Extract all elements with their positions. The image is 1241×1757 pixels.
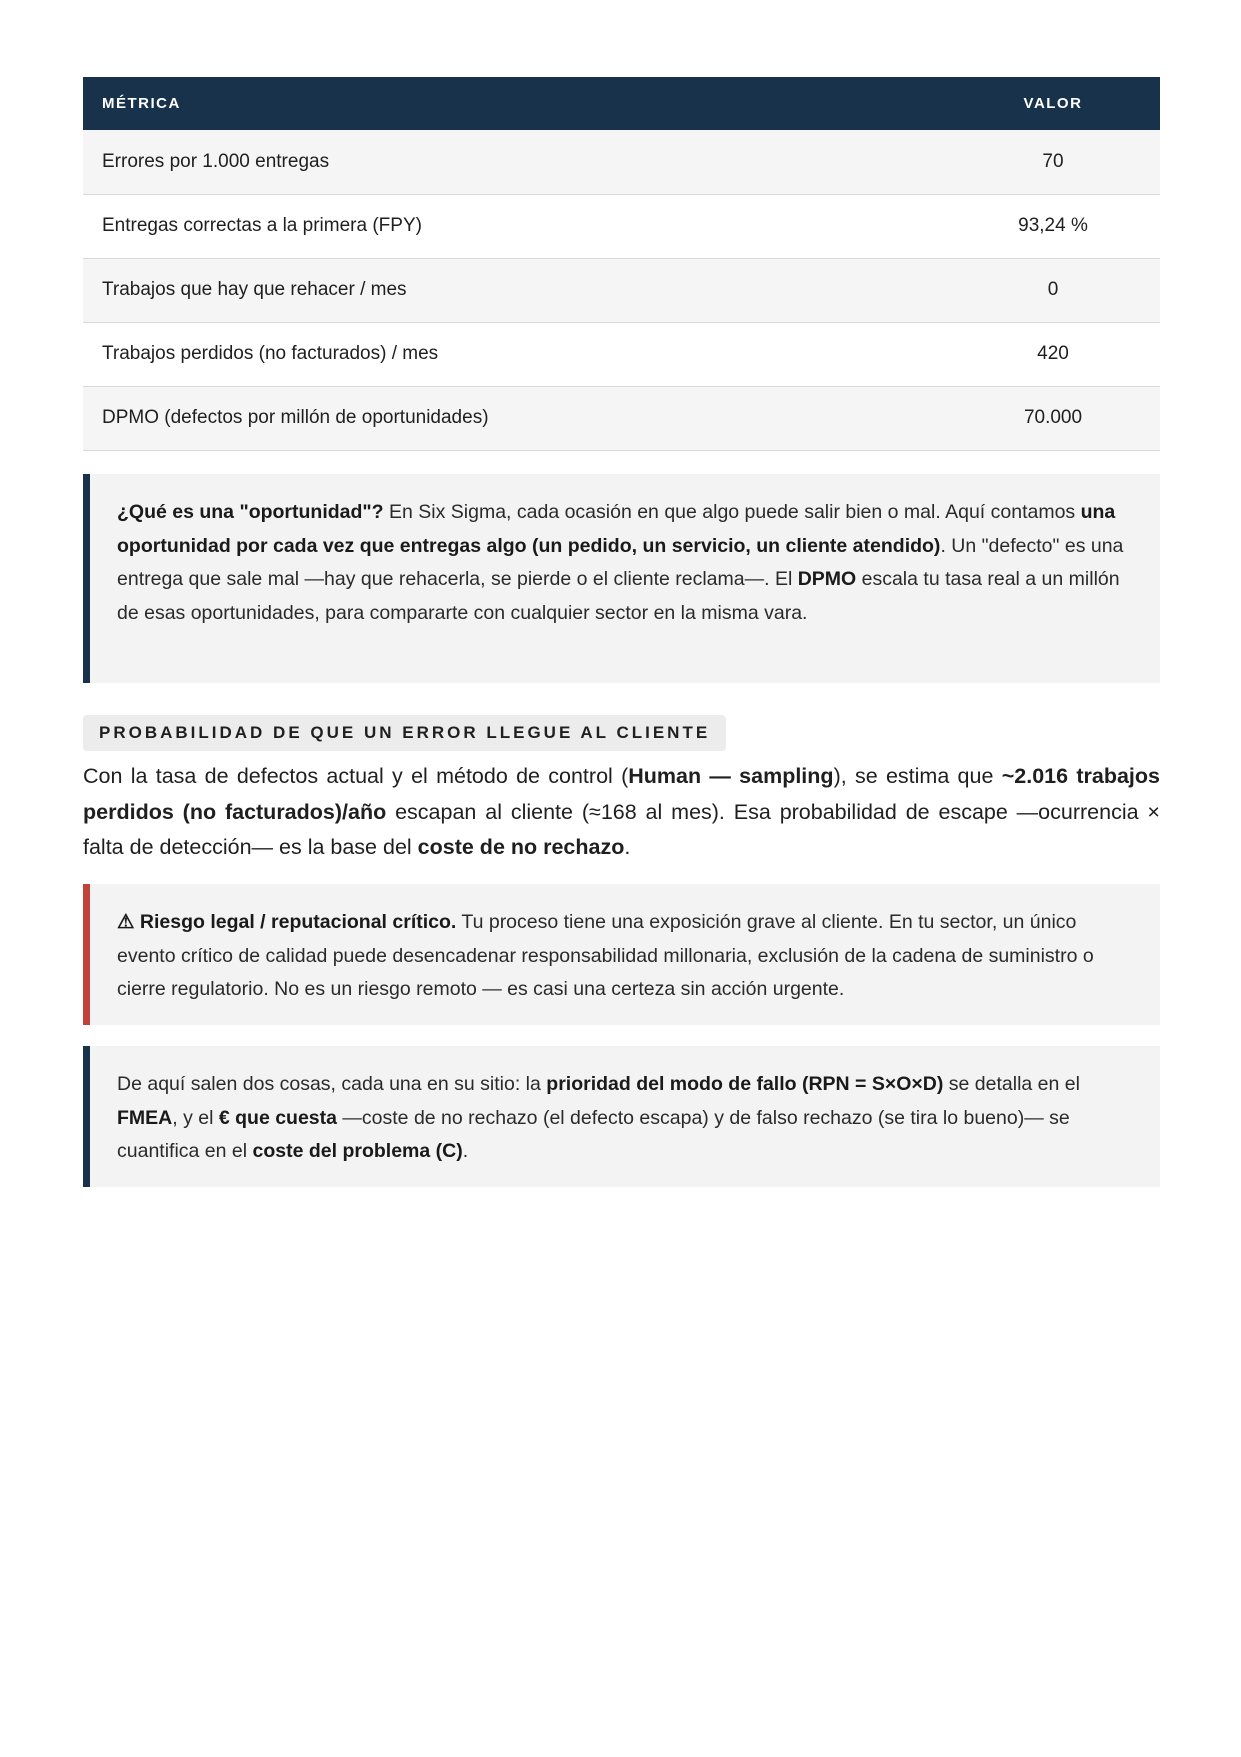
table-row xyxy=(83,386,1160,450)
column-header-metric: MÉTRICA xyxy=(83,77,946,130)
value-cell: 420 xyxy=(946,322,1160,386)
table-header-row xyxy=(83,77,1160,130)
summary-text: se detalla en el xyxy=(943,1073,1080,1095)
opportunity-note xyxy=(83,474,1160,683)
summary-text: —coste de no rechazo (el defecto escapa) y de falso rechazo (se tira lo bueno)— se cuantifica en el xyxy=(117,1106,1070,1162)
summary-text: . xyxy=(462,1140,469,1162)
table-row xyxy=(83,130,1160,194)
rpn-term: prioridad del modo de fallo (RPN = S×O×D) xyxy=(546,1073,944,1095)
no-reject-cost-term: coste de no rechazo xyxy=(417,835,625,859)
warning-icon: ⚠ xyxy=(117,911,135,933)
metric-cell: Entregas correctas a la primera (FPY) xyxy=(83,194,946,258)
value-cell: 70.000 xyxy=(946,386,1160,450)
value-cell: 0 xyxy=(946,258,1160,322)
escape-probability-paragraph xyxy=(83,759,1160,866)
value-cell: 93,24 % xyxy=(946,194,1160,258)
opportunity-note-text: . Un "defecto" es una entrega que sale mal —hay que rehacerla, se pierde o el cliente reclama—. El xyxy=(117,534,1124,590)
dpmo-term: DPMO xyxy=(797,568,857,590)
opportunity-note-text: escala tu tasa real a un millón de esas oportunidades, para compararte con cualquier sector en la misma vara. xyxy=(117,568,1120,624)
risk-alert-title: Riesgo legal / reputacional crítico. xyxy=(134,911,457,933)
lost-jobs-estimate: ~2.016 trabajos perdidos (no facturados)/año xyxy=(83,764,1160,824)
table-row xyxy=(83,258,1160,322)
column-header-value: VALOR xyxy=(946,77,1160,130)
summary-note xyxy=(83,1046,1160,1187)
paragraph-text: escapan al cliente (≈168 al mes). Esa probabilidad de escape —ocurrencia × falta de detección— es la base del xyxy=(83,799,1160,859)
opportunity-note-emphasis: una oportunidad por cada vez que entregas algo (un pedido, un servicio, un cliente atendido) xyxy=(117,501,1116,557)
paragraph-text: ), se estima que xyxy=(833,764,1002,788)
opportunity-note-text: En Six Sigma, cada ocasión en que algo puede salir bien o mal. Aquí contamos xyxy=(383,501,1081,523)
summary-text: De aquí salen dos cosas, cada una en su sitio: la xyxy=(117,1073,547,1095)
table-row xyxy=(83,194,1160,258)
problem-cost-term: coste del problema (C) xyxy=(252,1140,463,1162)
metric-cell: Errores por 1.000 entregas xyxy=(83,130,946,194)
table-row xyxy=(83,322,1160,386)
cost-term: € que cuesta xyxy=(218,1106,337,1129)
metrics-table xyxy=(83,77,1160,451)
opportunity-note-title: ¿Qué es una "oportunidad"? xyxy=(117,501,384,523)
paragraph-text: Con la tasa de defectos actual y el método de control ( xyxy=(83,764,629,788)
summary-text: , y el xyxy=(172,1106,219,1129)
value-cell: 70 xyxy=(946,130,1160,194)
risk-alert xyxy=(83,884,1160,1025)
metric-cell: DPMO (defectos por millón de oportunidades) xyxy=(83,386,946,450)
metric-cell: Trabajos que hay que rehacer / mes xyxy=(83,258,946,322)
metric-cell: Trabajos perdidos (no facturados) / mes xyxy=(83,322,946,386)
fmea-term: FMEA xyxy=(117,1106,173,1129)
control-method: Human — sampling xyxy=(628,764,834,788)
risk-alert-text: Tu proceso tiene una exposición grave al cliente. En tu sector, un único evento crítico de calidad puede desencadenar responsabilidad millonaria, exclusión de la cadena de suministro o cierre regulatorio. No es un riesgo remoto — es casi una certeza sin acción urgente. xyxy=(117,911,1094,1000)
paragraph-text: . xyxy=(624,835,631,859)
section-label: PROBABILIDAD DE QUE UN ERROR LLEGUE AL CLIENTE xyxy=(83,715,726,751)
